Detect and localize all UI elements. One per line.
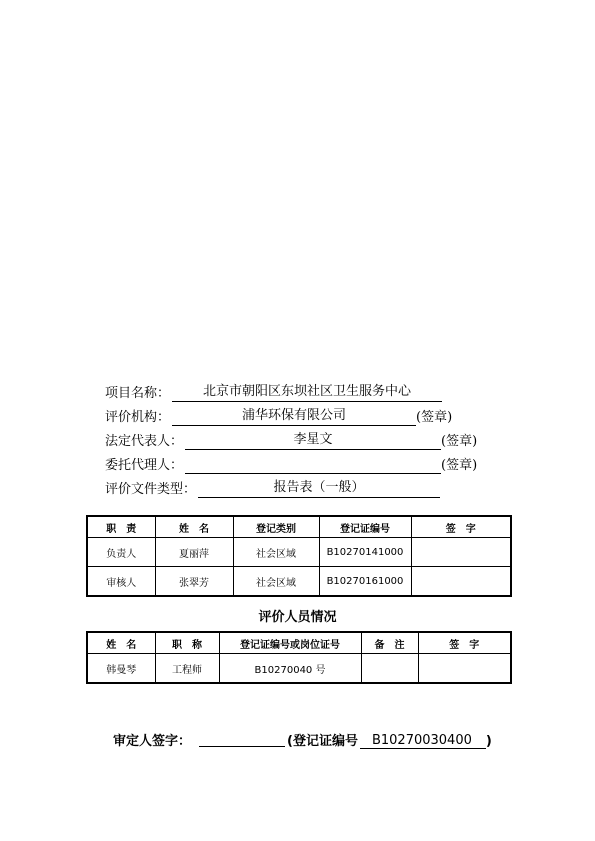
staff-header-signature: 签 字 (411, 516, 511, 538)
staff-category: 社会区域 (233, 567, 319, 597)
staff-table (86, 515, 512, 597)
staff-number: B10270161000 (319, 567, 411, 597)
staff-name: 张翠芳 (155, 567, 233, 597)
eval-number: B10270040 号 (219, 654, 361, 684)
eval-header-signature: 签 字 (418, 632, 511, 654)
staff-table-header (87, 516, 511, 538)
staff-role: 审核人 (87, 567, 155, 597)
table-row (87, 654, 511, 684)
legal-seal: (签章) (441, 434, 478, 449)
approver-reg-close: ) (485, 734, 492, 749)
legal-value: 李星文 (185, 432, 441, 450)
staff-header-number: 登记证编号 (319, 516, 411, 538)
staff-role: 负责人 (87, 538, 155, 567)
org-label: 评价机构： (105, 410, 171, 425)
eval-remark (361, 654, 418, 684)
eval-header-name: 姓 名 (87, 632, 155, 654)
staff-name: 夏丽萍 (155, 538, 233, 567)
agent-row (105, 454, 505, 478)
legal-label: 法定代表人： (105, 434, 184, 449)
agent-label: 委托代理人： (105, 458, 184, 473)
eval-title: 工程师 (155, 654, 219, 684)
evaluators-table-header (87, 632, 511, 654)
project-name-label: 项目名称： (105, 386, 171, 401)
approver-reg-number: B10270030400 (360, 733, 486, 749)
doctype-value: 报告表（一般） (198, 480, 440, 498)
agent-seal: (签章) (441, 458, 478, 473)
table-row (87, 538, 511, 567)
staff-header-category: 登记类别 (233, 516, 319, 538)
staff-header-role: 职 责 (87, 516, 155, 538)
eval-header-number: 登记证编号或岗位证号 (219, 632, 361, 654)
doctype-row (105, 478, 505, 502)
org-row (105, 406, 505, 430)
eval-header-remark: 备 注 (361, 632, 418, 654)
staff-number: B10270141000 (319, 538, 411, 567)
evaluators-title: 评价人员情况 (258, 610, 337, 625)
eval-header-title: 职 称 (155, 632, 219, 654)
project-name-row (105, 382, 505, 406)
staff-signature (411, 567, 511, 597)
legal-row (105, 430, 505, 454)
project-info (105, 382, 505, 502)
org-seal: (签章) (416, 410, 453, 425)
project-name-value: 北京市朝阳区东坝社区卫生服务中心 (172, 384, 442, 402)
staff-header-name: 姓 名 (155, 516, 233, 538)
staff-signature (411, 538, 511, 567)
doctype-label: 评价文件类型： (105, 482, 197, 497)
agent-value (185, 456, 441, 474)
approver-label: 审定人签字： (113, 734, 192, 749)
approver-reg-label: (登记证编号 (287, 734, 358, 749)
org-value: 浦华环保有限公司 (172, 408, 416, 426)
staff-category: 社会区域 (233, 538, 319, 567)
eval-signature (418, 654, 511, 684)
eval-name: 韩曼琴 (87, 654, 155, 684)
approver-signature-line (113, 730, 492, 749)
evaluators-table (86, 631, 512, 684)
table-row (87, 567, 511, 597)
approver-signature-blank (199, 730, 285, 747)
